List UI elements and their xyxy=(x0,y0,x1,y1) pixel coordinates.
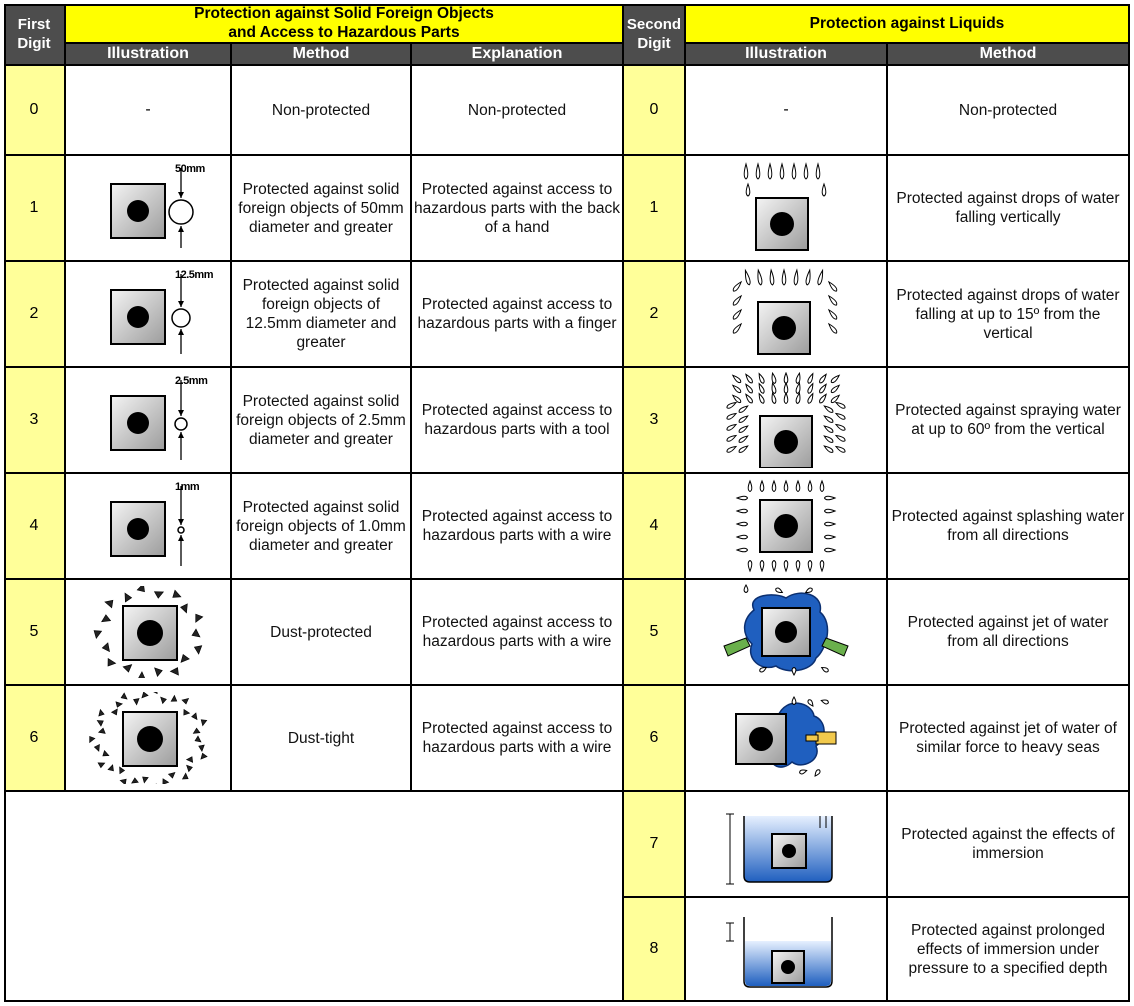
solid-2-5mm-icon xyxy=(83,374,213,466)
size-label: 1mm xyxy=(175,481,200,493)
liquid-title: Protection against Liquids xyxy=(809,14,1005,32)
solid-explanation-cell xyxy=(412,474,624,580)
solid-explanation-text: Protected against access to hazardous parts with the back of a hand xyxy=(414,180,620,236)
solid-illustration-cell xyxy=(66,156,232,262)
solid-explanation-cell xyxy=(412,156,624,262)
liquid-illustration-cell xyxy=(686,262,888,368)
liquid-method-text: Protected against drops of water falling at up to 15º from the vertical xyxy=(896,286,1120,342)
second-digit-header xyxy=(624,4,686,66)
solid-explanation-text: Protected against access to hazardous parts with a wire xyxy=(421,614,613,650)
liquid-illustration-cell xyxy=(686,474,888,580)
solid-method-cell xyxy=(232,66,412,156)
solid-method-cell xyxy=(232,156,412,262)
solid-method-text: Dust-protected xyxy=(270,623,372,641)
splashing-water-icon xyxy=(716,478,856,574)
liquid-method-text: Non-protected xyxy=(958,101,1058,119)
solid-digit-4 xyxy=(4,474,66,580)
solid-explanation-cell xyxy=(412,368,624,474)
second-digit-value: 4 xyxy=(649,517,659,534)
liquids-header xyxy=(686,4,1130,44)
water-jet-icon xyxy=(716,584,856,680)
second-digit-value: 0 xyxy=(649,101,659,118)
first-digit-value: 1 xyxy=(29,199,39,216)
solid-method-text: Dust-tight xyxy=(287,729,355,747)
liquid-illustration-cell xyxy=(686,580,888,686)
solid-method-cell xyxy=(232,368,412,474)
solid-explanation-cell xyxy=(412,262,624,368)
solid-illustration-cell xyxy=(66,368,232,474)
dust-tight-icon xyxy=(83,692,213,784)
solid-method-cell xyxy=(232,580,412,686)
liquid-illustration-cell xyxy=(686,368,888,474)
liquid-illustration-cell xyxy=(686,156,888,262)
solid-explanation-cell xyxy=(412,66,624,156)
size-label: 2.5mm xyxy=(175,375,208,387)
solid-explanation-header xyxy=(412,44,624,66)
liquid-illustration-cell xyxy=(686,792,888,898)
liquid-digit-8 xyxy=(624,898,686,1002)
solid-method-header-label: Method xyxy=(292,45,350,62)
first-digit-value: 5 xyxy=(29,623,39,640)
liquid-method-cell xyxy=(888,898,1130,1002)
liquid-method-cell xyxy=(888,580,1130,686)
solid-illustration-header xyxy=(66,44,232,66)
solid-explanation-text: Protected against access to hazardous parts with a finger xyxy=(417,296,617,332)
solid-digit-0 xyxy=(4,66,66,156)
solid-method-header xyxy=(232,44,412,66)
solid-digit-5 xyxy=(4,580,66,686)
empty-area xyxy=(4,792,624,1002)
liquid-method-text: Protected against drops of water falling vertically xyxy=(896,190,1120,226)
vertical-drops-icon xyxy=(716,160,856,256)
solid-digit-1 xyxy=(4,156,66,262)
liquid-illustration-cell xyxy=(686,898,888,1002)
size-label: 50mm xyxy=(175,163,205,175)
first-digit-label: First Digit xyxy=(17,16,51,52)
second-digit-value: 3 xyxy=(649,411,659,428)
liquid-method-header xyxy=(888,44,1130,66)
solid-illustration-cell xyxy=(66,580,232,686)
solid-method-cell xyxy=(232,262,412,368)
solid-method-cell xyxy=(232,474,412,580)
solid-title-line2: and Access to Hazardous Parts xyxy=(228,24,460,41)
solid-illustration-cell xyxy=(66,686,232,792)
liquid-method-cell xyxy=(888,368,1130,474)
spraying-water-icon xyxy=(716,372,856,468)
solid-illustration-cell xyxy=(66,474,232,580)
second-digit-value: 7 xyxy=(649,835,659,852)
liquid-illustration-header xyxy=(686,44,888,66)
second-digit-value: 5 xyxy=(649,623,659,640)
size-label: 12.5mm xyxy=(175,269,213,281)
liquid-method-text: Protected against prolonged effects of immersion under pressure to a specified depth xyxy=(908,921,1108,977)
solid-digit-2 xyxy=(4,262,66,368)
solid-1mm-icon xyxy=(83,480,213,572)
liquid-illustration-header-label: Illustration xyxy=(745,45,827,62)
solid-method-text: Non-protected xyxy=(271,101,371,119)
second-digit-value: 6 xyxy=(649,729,659,746)
solid-illustration-cell xyxy=(66,66,232,156)
prolonged-immersion-icon xyxy=(716,901,856,997)
solid-explanation-cell xyxy=(412,580,624,686)
liquid-method-text: Protected against jet of water of similar force to heavy seas xyxy=(899,720,1117,756)
tilted-drops-icon xyxy=(716,266,856,362)
first-digit-value: 2 xyxy=(29,305,39,322)
liquid-digit-1 xyxy=(624,156,686,262)
solid-explanation-cell xyxy=(412,686,624,792)
first-digit-value: 3 xyxy=(29,411,39,428)
no-illustration-dash: - xyxy=(145,101,151,118)
solid-method-cell xyxy=(232,686,412,792)
solid-method-text: Protected against solid foreign objects of 12.5mm diameter and greater xyxy=(242,277,400,351)
liquid-method-cell xyxy=(888,792,1130,898)
solid-12-5mm-icon xyxy=(83,268,213,360)
solid-explanation-text: Non-protected xyxy=(467,101,567,119)
liquid-method-cell xyxy=(888,66,1130,156)
solid-method-text: Protected against solid foreign objects of 1.0mm diameter and greater xyxy=(236,498,406,554)
no-illustration-dash: - xyxy=(783,101,789,118)
liquid-digit-5 xyxy=(624,580,686,686)
second-digit-value: 1 xyxy=(649,199,659,216)
solid-objects-header xyxy=(66,4,624,44)
liquid-method-cell xyxy=(888,686,1130,792)
solid-digit-3 xyxy=(4,368,66,474)
solid-method-text: Protected against solid foreign objects of 50mm diameter and greater xyxy=(238,180,404,236)
solid-50mm-icon xyxy=(83,162,213,254)
first-digit-value: 0 xyxy=(29,101,39,118)
liquid-digit-4 xyxy=(624,474,686,580)
heavy-seas-icon xyxy=(716,690,856,786)
liquid-method-text: Protected against spraying water at up to 60º from the vertical xyxy=(895,402,1121,438)
liquid-illustration-cell xyxy=(686,66,888,156)
solid-title-line1: Protection against Solid Foreign Objects xyxy=(194,5,494,22)
liquid-digit-3 xyxy=(624,368,686,474)
solid-illustration-header-label: Illustration xyxy=(107,45,189,62)
liquid-method-header-label: Method xyxy=(979,45,1037,62)
first-digit-value: 4 xyxy=(29,517,39,534)
liquid-method-cell xyxy=(888,156,1130,262)
liquid-method-cell xyxy=(888,262,1130,368)
liquid-digit-2 xyxy=(624,262,686,368)
solid-explanation-text: Protected against access to hazardous parts with a wire xyxy=(421,508,613,544)
liquid-method-cell xyxy=(888,474,1130,580)
liquid-illustration-cell xyxy=(686,686,888,792)
second-digit-value: 2 xyxy=(649,305,659,322)
second-digit-label: Second Digit xyxy=(626,16,682,52)
immersion-icon xyxy=(716,796,856,892)
second-digit-value: 8 xyxy=(649,940,659,957)
liquid-method-text: Protected against the effects of immersion xyxy=(901,826,1115,862)
solid-explanation-text: Protected against access to hazardous parts with a wire xyxy=(421,720,613,756)
liquid-digit-0 xyxy=(624,66,686,156)
solid-method-text: Protected against solid foreign objects of 2.5mm diameter and greater xyxy=(236,392,406,448)
liquid-method-text: Protected against jet of water from all directions xyxy=(907,614,1109,650)
dust-protected-icon xyxy=(83,586,213,678)
solid-digit-6 xyxy=(4,686,66,792)
liquid-digit-6 xyxy=(624,686,686,792)
liquid-digit-7 xyxy=(624,792,686,898)
first-digit-header xyxy=(4,4,66,66)
liquid-method-text: Protected against splashing water from all directions xyxy=(891,508,1125,544)
solid-explanation-header-label: Explanation xyxy=(471,45,563,62)
solid-illustration-cell xyxy=(66,262,232,368)
solid-explanation-text: Protected against access to hazardous parts with a tool xyxy=(421,402,613,438)
first-digit-value: 6 xyxy=(29,729,39,746)
